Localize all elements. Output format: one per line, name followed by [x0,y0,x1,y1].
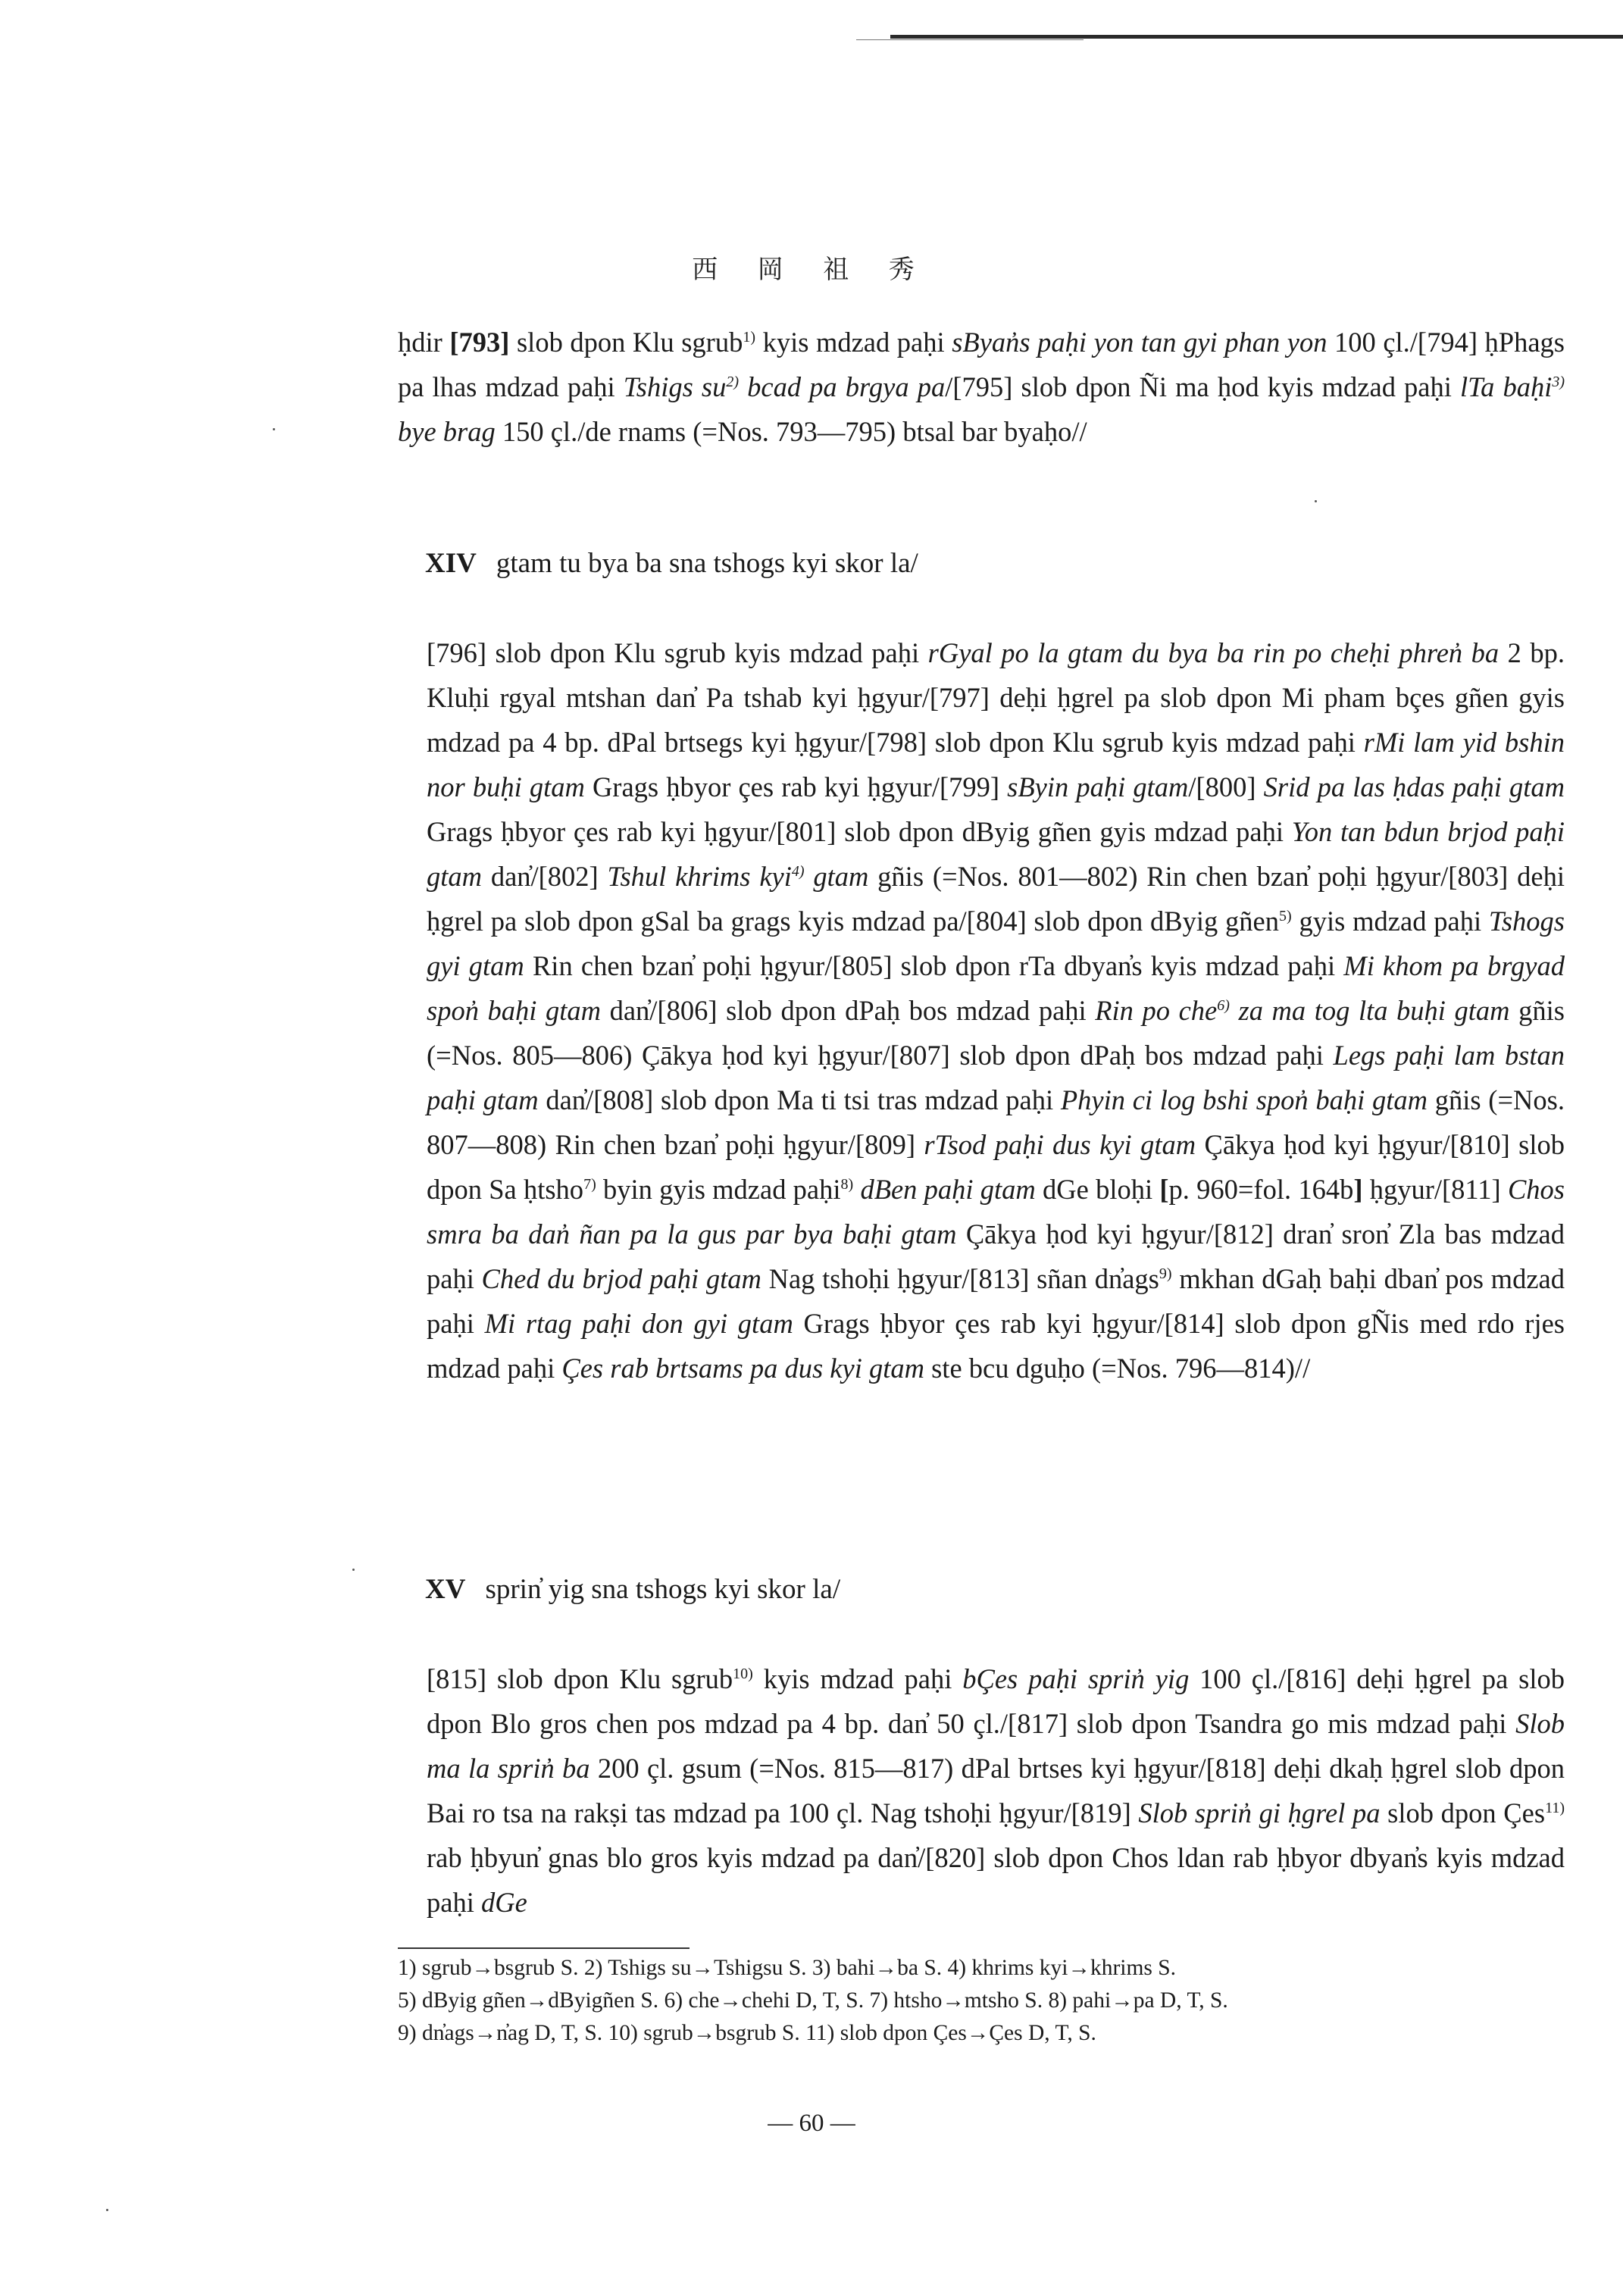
section-title: sprin̓ yig sna tshogs kyi skor la/ [485,1574,841,1605]
footnotes [398,1952,1565,2050]
page-number: — 60 — [768,2110,855,2137]
paragraph-continuation: ḥdir [793] slob dpon Klu sgrub$^{1)}$ kyis mdzad paḥi sByan̓s paḥi yon tan gyi phan yon 100 çl./[794] ḥPhags pa lhas mdzad paḥi Tshigs $su^{2)}$ bcad pa brgya pa/[795] slob dpon Ñi ma ḥod kyis mdzad paḥi lTa baḥi$^{3)}$ bye brag 150 çl./de rnams (=Nos. 793—795) btsal bar byaḥo// [398,327,1565,447]
footnote-rule [398,1947,690,1949]
top-rule-thin [856,39,1084,40]
section-title: gtam tu bya ba sna tshogs kyi skor la/ [496,548,918,579]
paragraph-section-xv: [815] slob dpon Klu sgrub$^{10)}$ kyis mdzad paḥi bÇes paḥi sprin̓ yig 100 çl./[816] deḥi ḥgrel pa slob dpon Blo gros chen pos mdzad pa 4 bp. dan̓ 50 çl./[817] slob dpon Tsandra go mis mdzad paḥi Slob ma la sprin̓ ba 200 çl. gsum (=Nos. 815—817) dPal brtses kyi ḥgyur/[818] deḥi dkaḥ ḥgrel slob dpon Bai ro tsa na rakṣi tas mdzad pa 100 çl. Nag tshoḥi ḥgyur/[819] Slob sprin̓ gi ḥgrel pa slob dpon Çes$^{11)}$ rab ḥbyun̓ gnas blo gros kyis mdzad pa dan̓/[820] slob dpon Chos ldan rab ḥbyor dbyan̓s kyis mdzad paḥi dGe [427,1663,1565,1918]
section-heading-xv [398,1567,1565,1612]
scan-speck [106,2209,108,2211]
section-number: XIV [425,548,477,579]
footnote-line: 9) dn̓ags→n̓ag D, T, S. 10) sgrub→bsgrub S. 11) slob dpon Çes→Çes D, T, S. [398,2021,1096,2045]
footnote-line: 5) dByig gñen→dByigñen S. 6) che→chehi D, T, S. 7) htsho→mtsho S. 8) pahi→pa D, T, S. [398,1988,1228,2013]
scan-speck [1315,500,1317,502]
footnote-line: 1) sgrub→bsgrub S. 2) Tshigs su→Tshigsu S. 3) bahi→ba S. 4) khrims kyi→khrims S. [398,1956,1177,1980]
scan-speck [273,428,275,430]
section-heading-xiv [398,541,1565,586]
section-number: XV [425,1574,466,1605]
paragraph-section-xiv: [796] slob dpon Klu sgrub kyis mdzad paḥi rGyal po la gtam du bya ba rin po cheḥi phren̓ ba 2 bp. Kluḥi rgyal mtshan dan̓ Pa tshab kyi ḥgyur/[797] deḥi ḥgrel pa slob dpon Mi pham bçes gñen gyis mdzad pa 4 bp. dPal brtsegs kyi ḥgyur/[798] slob dpon Klu sgrub kyis mdzad paḥi rMi lam yid bshin nor buḥi gtam Grags ḥbyor çes rab kyi ḥgyur/[799] sByin paḥi gtam/[800] Srid pa las ḥdas paḥi gtam Grags ḥbyor çes rab kyi ḥgyur/[801] slob dpon dByig gñen gyis mdzad paḥi Yon tan bdun brjod paḥi gtam dan̓/[802] Tshul khrims kyi$^{4)}$ gtam gñis (=Nos. 801—802) Rin chen bzan̓ poḥi ḥgyur/[803] deḥi ḥgrel pa slob dpon gSal ba grags kyis mdzad pa/[804] slob dpon dByig gñen$^{5)}$ gyis mdzad paḥi Tshogs gyi gtam Rin chen bzan̓ poḥi ḥgyur/[805] slob dpon rTa dbyan̓s kyis mdzad paḥi Mi khom pa brgyad spon̓ baḥi gtam dan̓/[806] slob dpon dPaḥ bos mdzad paḥi Rin po che$^{6)}$ za ma tog lta buḥi gtam gñis (=Nos. 805—806) Çākya ḥod kyi ḥgyur/[807] slob dpon dPaḥ bos mdzad paḥi Legs paḥi lam bstan paḥi gtam dan̓/[808] slob dpon Ma ti tsi tras mdzad paḥi Phyin ci log bshi spon̓ baḥi gtam gñis (=Nos. 807—808) Rin chen bzan̓ poḥi ḥgyur/[809] rTsod paḥi dus kyi gtam Çākya ḥod kyi ḥgyur/[810] slob dpon Sa ḥtsho$^{7)}$ byin gyis mdzad paḥi$^{8)}$ dBen paḥi gtam dGe bloḥi [p. 960=fol. 164b] ḥgyur/[811] Chos smra ba dan̓ ñan pa la gus par bya baḥi gtam Çākya ḥod kyi ḥgyur/[812] dran̓ sron̓ Zla bas mdzad paḥi Ched du brjod paḥi gtam Nag tshoḥi ḥgyur/[813] sñan dn̓ags$^{9)}$ mkhan dGaḥ baḥi dban̓ pos mdzad paḥi Mi rtag paḥi don gyi gtam Grags ḥbyor çes rab kyi ḥgyur/[814] slob dpon gÑis med rdo rjes mdzad paḥi Çes rab brtsams pa dus kyi gtam ste bcu dguḥo (=Nos. 796—814)// [427,637,1565,1384]
scan-speck [352,1569,355,1571]
top-rule [890,35,1623,39]
page-header-author: 西 岡 祖 秀 [692,256,931,284]
